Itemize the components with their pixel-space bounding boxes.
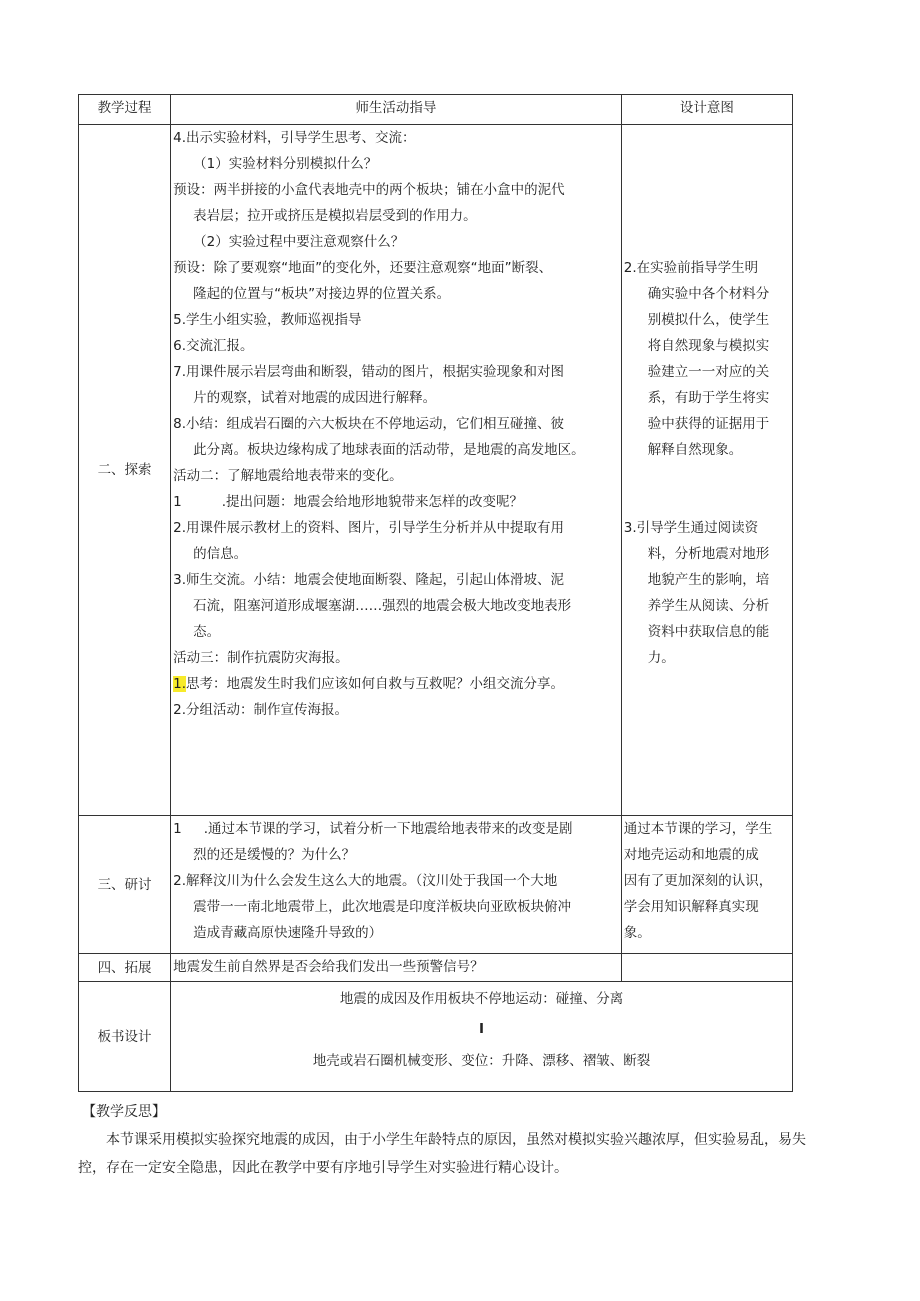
explore-line: 片的观察，试着对地震的成因进行解释。 (193, 390, 437, 406)
extend-content (171, 954, 622, 982)
explore-line: 活动三：制作抗震防灾海报。 (173, 650, 349, 666)
intent-line: 力。 (647, 650, 675, 666)
intent-line: 3.引导学生通过阅读资 (623, 520, 759, 536)
discuss-content (171, 816, 622, 954)
discuss-line-item1 (171, 816, 621, 842)
explore-line: 3.师生交流。小结：地震会使地面断裂、隆起，引起山体滑坡、泥 (173, 572, 565, 588)
intent-line: 对地壳运动和地震的成 (623, 847, 759, 863)
discuss-line: 造成青藏高原快速隆升导致的） (193, 925, 383, 941)
explore-line: 石流，阻塞河道形成堰塞湖……强烈的地震会极大地改变地表形 (193, 598, 572, 614)
explore-line: 7.用课件展示岩层弯曲和断裂，错动的图片，根据实验现象和对图 (173, 364, 565, 380)
intent-line: 因有了更加深刻的认识， (623, 873, 773, 889)
label-discuss: 三、研讨 (79, 816, 171, 954)
reflection-title: 【教学反思】 (82, 1104, 166, 1120)
explore-line: 的信息。 (193, 546, 248, 562)
intent-line: 料，分析地震对地形 (647, 546, 770, 562)
row-explore (79, 125, 793, 816)
intent-line: 别模拟什么，使学生 (647, 312, 770, 328)
header-process: 教学过程 (79, 95, 171, 125)
item-number: 1 (173, 821, 182, 837)
extend-text: 地震发生前自然界是否会给我们发出一些预警信号？ (173, 959, 484, 975)
discuss-line: 2.解释汶川为什么会发生这么大的地震。（汶川处于我国一个大地 (173, 873, 558, 889)
explore-line: 2.分组活动：制作宣传海报。 (173, 702, 349, 718)
intent-line: 通过本节课的学习，学生 (623, 821, 773, 837)
intent-line: 确实验中各个材料分 (647, 286, 770, 302)
discuss-line: 烈的还是缓慢的？为什么？ (193, 847, 356, 863)
explore-line: 预设：除了要观察“地面”的变化外，还要注意观察“地面”断裂、 (173, 260, 553, 276)
reflection-text: 本节课采用模拟实验探究地震的成因，由于小学生年龄特点的原因，虽然对模拟实验兴趣浓厚，但实验易乱，易失控，存在一定安全隐患，因此在教学中要有序地引导学生对实验进行精心设计。 (78, 1132, 806, 1176)
explore-line: 2.用课件展示教材上的资料、图片，引导学生分析并从中提取有用 (173, 520, 565, 536)
explore-line: 态。 (193, 624, 221, 640)
intent-line: 系，有助于学生将实 (647, 390, 770, 406)
label-explore: 二、探索 (79, 125, 171, 816)
highlight-mark: 1. (173, 676, 187, 692)
item-text: .通过本节课的学习，试着分析一下地震给地表带来的改变是剧 (203, 821, 573, 837)
intent-line: 资料中获取信息的能 (647, 624, 770, 640)
explore-line: 表岩层；拉开或挤压是模拟岩层受到的作用力。 (193, 208, 477, 224)
item-text: .提出问题：地震会给地形地貌带来怎样的改变呢？ (221, 494, 524, 510)
intent-line: 2.在实验前指导学生明 (623, 260, 759, 276)
intent-line: 解释自然现象。 (647, 442, 743, 458)
intent-line: 学会用知识解释真实现 (623, 899, 759, 915)
board-line-2: 地壳或岩石圈机械变形、变位：升降、漂移、褶皱、断裂 (312, 1053, 651, 1069)
explore-line: 8.小结：组成岩石圈的六大板块在不停地运动，它们相互碰撞、彼 (173, 416, 565, 432)
explore-line: 6.交流汇报。 (173, 338, 254, 354)
explore-intent (621, 125, 792, 816)
intent-line: 将自然现象与模拟实 (647, 338, 770, 354)
explore-line: 5.学生小组实验，教师巡视指导 (173, 312, 362, 328)
item-number: 1 (173, 494, 182, 510)
explore-line: 预设：两半拼接的小盒代表地壳中的两个板块；铺在小盒中的泥代 (173, 182, 565, 198)
explore-line: 隆起的位置与“板块”对接边界的位置关系。 (193, 286, 451, 302)
row-extend (79, 954, 793, 982)
header-intent: 设计意图 (621, 95, 792, 125)
label-board: 板书设计 (79, 982, 171, 1092)
intent-line: 验中获得的证据用于 (647, 416, 770, 432)
reflection-section (78, 1098, 818, 1182)
item-text: 思考：地震发生时我们应该如何自救与互救呢？小组交流分享。 (186, 676, 565, 692)
intent-line: 养学生从阅读、分析 (647, 598, 770, 614)
explore-line-item1 (171, 489, 621, 515)
explore-line: （2）实验过程中要注意观察什么？ (193, 234, 405, 250)
table-header-row (79, 95, 793, 125)
explore-line: 4.出示实验材料，引导学生思考、交流： (173, 130, 416, 146)
explore-content (171, 125, 622, 816)
explore-line-highlighted (171, 671, 621, 697)
lesson-plan-table (78, 94, 793, 1092)
label-extend: 四、拓展 (79, 954, 171, 982)
extend-intent (621, 954, 792, 982)
intent-line: 验建立一一对应的关 (647, 364, 770, 380)
discuss-line: 震带一一南北地震带上，此次地震是印度洋板块向亚欧板块俯冲 (193, 899, 572, 915)
header-activity: 师生活动指导 (171, 95, 622, 125)
intent-line: 象。 (623, 925, 651, 941)
explore-line: （1）实验材料分别模拟什么？ (193, 156, 378, 172)
board-arrow-bar: I (479, 1021, 485, 1037)
board-design-content (171, 982, 793, 1092)
explore-line: 活动二：了解地震给地表带来的变化。 (173, 468, 403, 484)
explore-line: 此分离。板块边缘构成了地球表面的活动带，是地震的高发地区。 (193, 442, 585, 458)
row-board (79, 982, 793, 1092)
intent-line: 地貌产生的影响，培 (647, 572, 770, 588)
discuss-intent (621, 816, 792, 954)
row-discuss (79, 816, 793, 954)
board-line-1: 地震的成因及作用板块不停地运动：碰撞、分离 (339, 991, 624, 1007)
